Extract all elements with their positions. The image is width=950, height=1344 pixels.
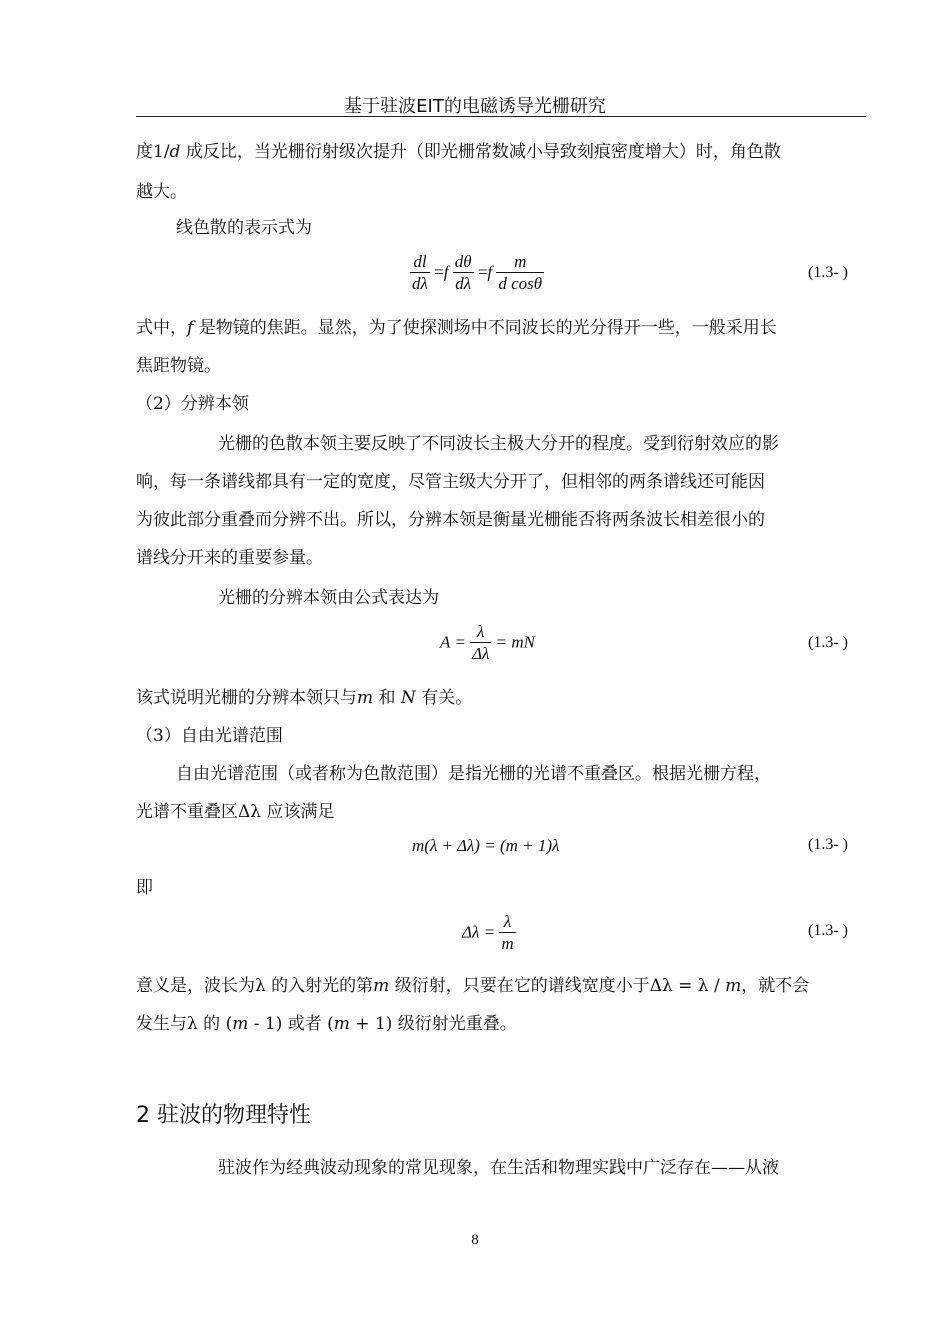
subsection-heading: （2）分辨本领 [136, 394, 249, 414]
header-rule [136, 116, 866, 117]
running-header: 基于驻波EIT的电磁诱导光栅研究 [344, 96, 606, 117]
paragraph-line: 谱线分开来的重要参量。 [136, 548, 323, 568]
eq4-den: m [501, 934, 514, 953]
paragraph-line: 发生与λ 的 (𝑚 - 1) 或者 (𝑚 + 1) 级衍射光重叠。 [136, 1014, 517, 1034]
equation-free-spectral-condition: m(λ + Δλ) = (m + 1)λ [412, 836, 560, 855]
paragraph-line: 光栅的分辨本领由公式表达为 [218, 588, 439, 608]
subsection-heading: （3）自由光谱范围 [136, 726, 283, 746]
paragraph-line: 度1/𝑑 成反比，当光栅衍射级次提升（即光栅常数减小导致刻痕密度增大）时，角色散 [136, 142, 781, 162]
equation-number: (1.3- ) [808, 634, 848, 651]
eq1-mid-num: dθ [454, 252, 472, 271]
eq1-rhs-num: m [496, 252, 544, 273]
eq1-lhs-den: dλ [412, 274, 428, 293]
paragraph-line: 光栅的色散本领主要反映了不同波长主极大分开的程度。受到衍射效应的影 [218, 434, 779, 454]
paragraph-line: 意义是，波长为λ 的入射光的第𝑚 级衍射，只要在它的谱线宽度小于Δλ = λ / 𝑚，就不会 [136, 976, 810, 996]
paragraph-line: 响，每一条谱线都具有一定的宽度，尽管主级大分开了，但相邻的两条谱线还可能因 [136, 472, 765, 492]
eq4-lhs: Δλ = [462, 922, 496, 942]
eq2-lhs: A = [440, 632, 466, 652]
paragraph-line: 光谱不重叠区Δλ 应该满足 [136, 802, 335, 822]
eq2-num: λ [470, 622, 491, 643]
paragraph-line: 式中，𝑓 是物镜的焦距。显然，为了使探测场中不同波长的光分得开一些，一般采用长 [136, 318, 777, 338]
eq1-f2: f [487, 262, 493, 282]
eq2-rhs: = mN [495, 632, 535, 652]
eq4-num: λ [499, 912, 515, 933]
eq1-mid-den: dλ [455, 274, 472, 293]
equation-resolving-power [440, 622, 535, 665]
paragraph-line: 焦距物镜。 [136, 356, 221, 376]
paragraph-line: 自由光谱范围（或者称为色散范围）是指光栅的光谱不重叠区。根据光栅方程， [176, 764, 771, 784]
eq1-f: f [443, 262, 449, 282]
eq2-den: Δλ [472, 644, 490, 663]
paragraph-line: 为彼此部分重叠而分辨不出。所以，分辨本领是衡量光栅能否将两条波长相差很小的 [136, 510, 765, 530]
page-number: 8 [471, 1232, 479, 1248]
paragraph-line: 驻波作为经典波动现象的常见现象，在生活和物理实践中广泛存在——从液 [218, 1158, 779, 1178]
section-heading: 2 驻波的物理特性 [136, 1103, 311, 1128]
paragraph-line: 即 [136, 878, 153, 898]
equation-free-spectral-range [462, 912, 516, 955]
eq1-lhs-num: dl [410, 252, 430, 273]
paragraph-line: 越大。 [136, 182, 187, 202]
equation-number: (1.3- ) [808, 836, 848, 853]
eq1-rhs-den: d cosθ [498, 274, 543, 293]
paragraph-line: 线色散的表示式为 [176, 218, 312, 238]
equation-number: (1.3- ) [808, 922, 848, 939]
paragraph-line: 该式说明光栅的分辨本领只与𝑚 和 𝑁 有关。 [136, 688, 473, 708]
equation-number: (1.3- ) [808, 264, 848, 281]
equation-linear-dispersion: $\frac{dl}{d\lambda}$ =f $\frac{d\theta}{d\lambda}$ =f $\frac{m}{\text{d cosθ}}$ [412, 252, 543, 293]
